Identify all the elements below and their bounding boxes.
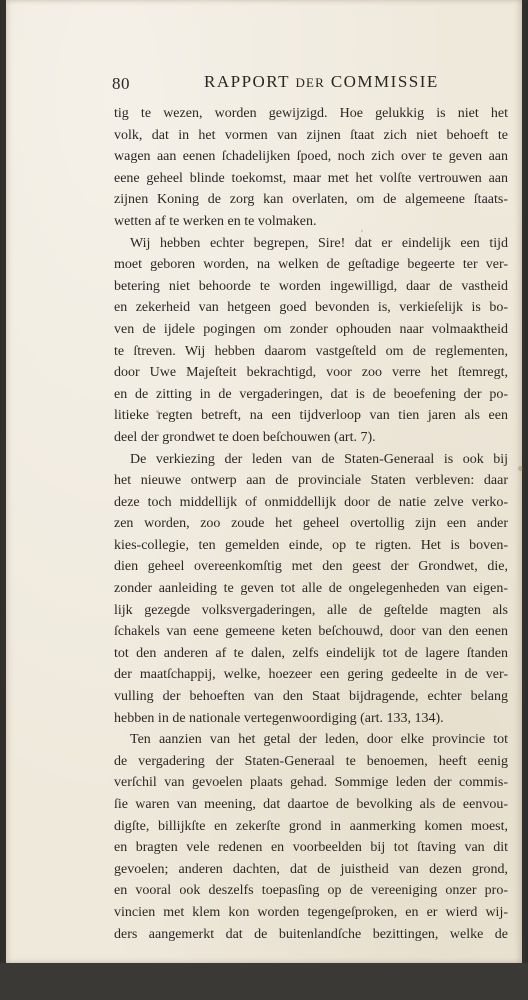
text-line: zen worden, zoo zoude het geheel overtollig zijn een ander bbox=[114, 516, 508, 532]
text-line: lijk gezegde volksvergaderingen, alle de geſtelde magten als bbox=[114, 602, 508, 618]
text-line: dien geheel overeenkomſtig met den geest der Grondwet, die, bbox=[114, 559, 508, 575]
text-line: gevoelen; anderen dachten, dat de juistheid van dezen grond, bbox=[114, 861, 508, 877]
text-line: hebben in de nationale vertegenwoordiging (art. 133, 134). bbox=[114, 710, 444, 726]
running-head-main: RAPPORT bbox=[204, 72, 290, 91]
text-line: zijnen Koning de zorg kan overlaten, om de algemeene ſtaats- bbox=[114, 192, 508, 208]
running-head-end: COMMISSIE bbox=[330, 72, 439, 91]
paper-spot bbox=[361, 230, 363, 232]
text-line: ven de ijdele pogingen om zonder ophouden naar volmaaktheid bbox=[114, 321, 508, 337]
text-line: verſchil van gevoelen plaats gehad. Sommige leden der commis- bbox=[114, 775, 508, 791]
text-line: litieke regten betreft, na een tijdverloop van tien jaren als een bbox=[114, 408, 508, 424]
text-line: wetten af te werken en te volmaken. bbox=[114, 213, 317, 229]
text-line: vulling der behoeften van den Staat bijdragende, echter belang bbox=[114, 689, 508, 705]
running-head bbox=[204, 72, 439, 92]
text-line: de vergadering der Staten-Generaal te benoemen, heeft eenig bbox=[114, 753, 508, 769]
text-line: ders aangemerkt dat de buitenlandſche bezittingen, welke de bbox=[114, 926, 508, 942]
paper-spot bbox=[518, 466, 523, 471]
text-line: en de zitting in de vergaderingen, dat is de beoefening der po- bbox=[114, 386, 508, 402]
text-line: Ten aanzien van het getal der leden, door elke provincie tot bbox=[130, 732, 508, 748]
text-line: De verkiezing der leden van de Staten-Generaal is ook bij bbox=[130, 451, 508, 467]
text-line: en zekerheid van hetgeen goed bevonden is, verkieſelijk is bo- bbox=[114, 300, 508, 316]
text-line: zonder aanleiding te geven tot alle de ongelegenheden van eigen- bbox=[114, 581, 508, 597]
text-line: te ſtreven. Wij hebben daarom vastgeſteld om de reglementen, bbox=[114, 343, 508, 359]
running-head-small: DER bbox=[295, 75, 326, 90]
text-line: moet geboren worden, na welken de geſtadige begeerte ter ver- bbox=[114, 257, 508, 273]
book-page bbox=[6, 0, 522, 963]
text-line: tig te wezen, worden gewijzigd. Hoe gelukkig is niet het bbox=[114, 106, 508, 121]
text-line: tot den anderen af te dalen, zelfs eindelijk tot de lagere ſtanden bbox=[114, 645, 508, 661]
text-line: Wij hebben echter begrepen, Sire! dat er eindelijk een tijd bbox=[130, 235, 508, 251]
page-header bbox=[112, 72, 510, 98]
paper-spot bbox=[156, 410, 159, 413]
text-line: door Uwe Majeſteit bekrachtigd, voor zoo verre het ſtemregt, bbox=[114, 365, 508, 381]
text-line: deel der grondwet te doen beſchouwen (art. 7). bbox=[114, 429, 376, 445]
text-line: betering niet behoorde te worden ingewilligd, daar de vastheid bbox=[114, 278, 508, 294]
page-number: 80 bbox=[112, 74, 130, 93]
text-line: ſchakels van eene gemeene keten beſchouwd, door van den eenen bbox=[114, 624, 508, 640]
text-line: ſie waren van meening, dat daartoe de bevolking als de eenvou- bbox=[114, 797, 508, 812]
text-line: en vooral ook deszelfs toepasſing op de vereeniging onzer pro- bbox=[114, 883, 508, 899]
text-line: vincien met klem kon worden tegengeſproken, en er wierd wij- bbox=[114, 904, 508, 920]
text-line: digſte, billijkſte en zekerſte grond in aanmerking komen moest, bbox=[114, 818, 508, 834]
text-line: der maatſchappij, welke, hoezeer een gering gedeelte in de ver- bbox=[114, 667, 508, 683]
text-line: volk, dat in het vormen van zijnen ſtaat zich niet behoeft te bbox=[114, 127, 508, 143]
text-line: wagen aan eenen ſchadelijken ſpoed, noch zich over te geven aan bbox=[114, 149, 508, 165]
body-text bbox=[114, 103, 508, 945]
text-line: het nieuwe ontwerp aan de provinciale Staten verbleven: daar bbox=[114, 473, 508, 489]
text-line: deze toch middellijk of onmiddellijk door de natie zelve verko- bbox=[114, 494, 508, 510]
scan-bottom-edge bbox=[0, 963, 528, 1000]
text-line: en bragten vele redenen en voorbeelden bij tot ſtaving van dit bbox=[114, 840, 508, 856]
text-line: kies-collegie, ten gemelden einde, op te rigten. Het is boven- bbox=[114, 537, 508, 553]
text-line: eene geheel blinde toekomst, maar met het volſte vertrouwen aan bbox=[114, 170, 508, 186]
